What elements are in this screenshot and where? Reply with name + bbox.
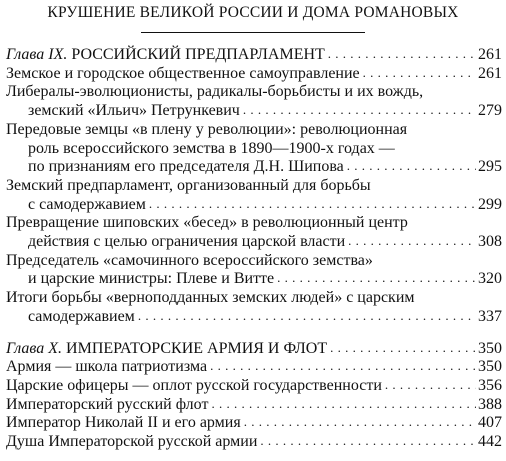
chapter-10-heading[interactable] [6,340,502,359]
toc-entry-line: Передовые земцы «в плену у революции»: революционная [6,120,408,138]
toc-entry-line: Император Николай II и его армия [6,414,241,432]
toc-entry-line: и царские министры: Плеве и Витте [28,270,275,288]
toc-entry-line: Армия — школа патриотизма [6,358,208,376]
toc-entry-page: 308 [478,233,502,251]
toc-entry-9-3[interactable] [6,121,502,177]
toc-entry-line: земский «Ильич» Петрункевич [28,102,240,120]
toc-entry-page: 350 [478,358,502,376]
chapter-9-prefix: Глава IX. [6,46,68,63]
toc-entry-9-4[interactable] [6,177,502,214]
dot-leader [149,196,476,212]
toc-entry-page: 407 [478,414,502,432]
toc-entry-line: Председатель «самочинного всероссийского земства» [6,251,373,269]
toc-entry-page: 388 [478,395,502,413]
dot-leader [330,340,476,356]
toc-entry-line: Земское и городское общественное самоуправление [6,64,360,82]
running-head: КРУШЕНИЕ ВЕЛИКОЙ РОССИИ И ДОМА РОМАНОВЫХ [47,4,459,21]
dot-leader [277,270,476,286]
toc-entry-page: 337 [478,307,502,325]
toc-entry-line: Превращение шиповских «бесед» в революционный центр [6,214,408,232]
toc-entry-line: по признаниям его председателя Д.Н. Шипова [28,158,344,176]
chapter-9-page: 261 [478,46,502,63]
toc-entry-line: Земский предпарламент, организованный для борьбы [6,176,371,194]
toc-entry-line: самодержавием [28,307,135,325]
toc-entry-line: Душа Императорской русской армии [6,433,258,451]
dot-leader [243,102,476,118]
dot-leader [385,377,476,393]
toc-entry-page: 356 [478,376,502,394]
dot-leader [348,233,476,249]
toc-entry-10-2[interactable] [6,377,502,396]
chapter-10-prefix: Глава X. [6,339,63,357]
toc-entry-9-6[interactable] [6,252,502,289]
dot-leader [138,308,476,324]
chapter-9-heading[interactable] [6,46,502,65]
toc-entry-9-5[interactable] [6,214,502,251]
toc-entry-line: роль всероссийского земства в 1890—1900-х годах — [28,139,395,157]
dot-leader [260,433,476,449]
toc-entry-page: 279 [478,102,502,120]
running-head-rule [141,32,365,33]
toc-entry-line: Либералы-эволюционисты, радикалы-борьбисты и их вождь, [6,83,424,101]
dot-leader [363,65,476,81]
toc-entry-page: 320 [478,270,502,288]
toc-entry-line: с самодержавием [28,195,146,213]
dot-leader [211,396,476,412]
toc-entry-line: Императорский русский флот [6,395,209,413]
chapter-10-title: ИМПЕРАТОРСКИЕ АРМИЯ И ФЛОТ [66,339,328,357]
toc-entry-9-2[interactable] [6,83,502,120]
toc-entry-line: Царские офицеры — оплот русской государственности [6,376,382,394]
toc-entry-page: 299 [478,195,502,213]
toc-entry-page: 295 [478,158,502,176]
toc-entry-10-1[interactable] [6,358,502,377]
toc-entry-9-7[interactable] [6,289,502,326]
toc-entry-line: Итоги борьбы «верноподданных земских людей» с царским [6,289,415,307]
chapter-9-title: РОССИЙСКИЙ ПРЕДПАРЛАМЕНТ [71,46,325,63]
dot-leader [244,414,476,430]
toc-entry-page: 442 [478,433,502,451]
toc-entry-page: 261 [478,64,502,82]
toc-entry-10-5[interactable] [6,433,502,452]
chapter-10-page: 350 [478,339,502,357]
toc-entry-10-4[interactable] [6,414,502,433]
toc-entry-line: действия с целью ограничения царской власти [28,233,346,251]
toc-entry-10-3[interactable] [6,396,502,415]
dot-leader [347,158,476,174]
table-of-contents [6,46,502,452]
dot-leader [328,46,476,62]
dot-leader [210,358,476,374]
toc-entry-9-1[interactable] [6,65,502,84]
